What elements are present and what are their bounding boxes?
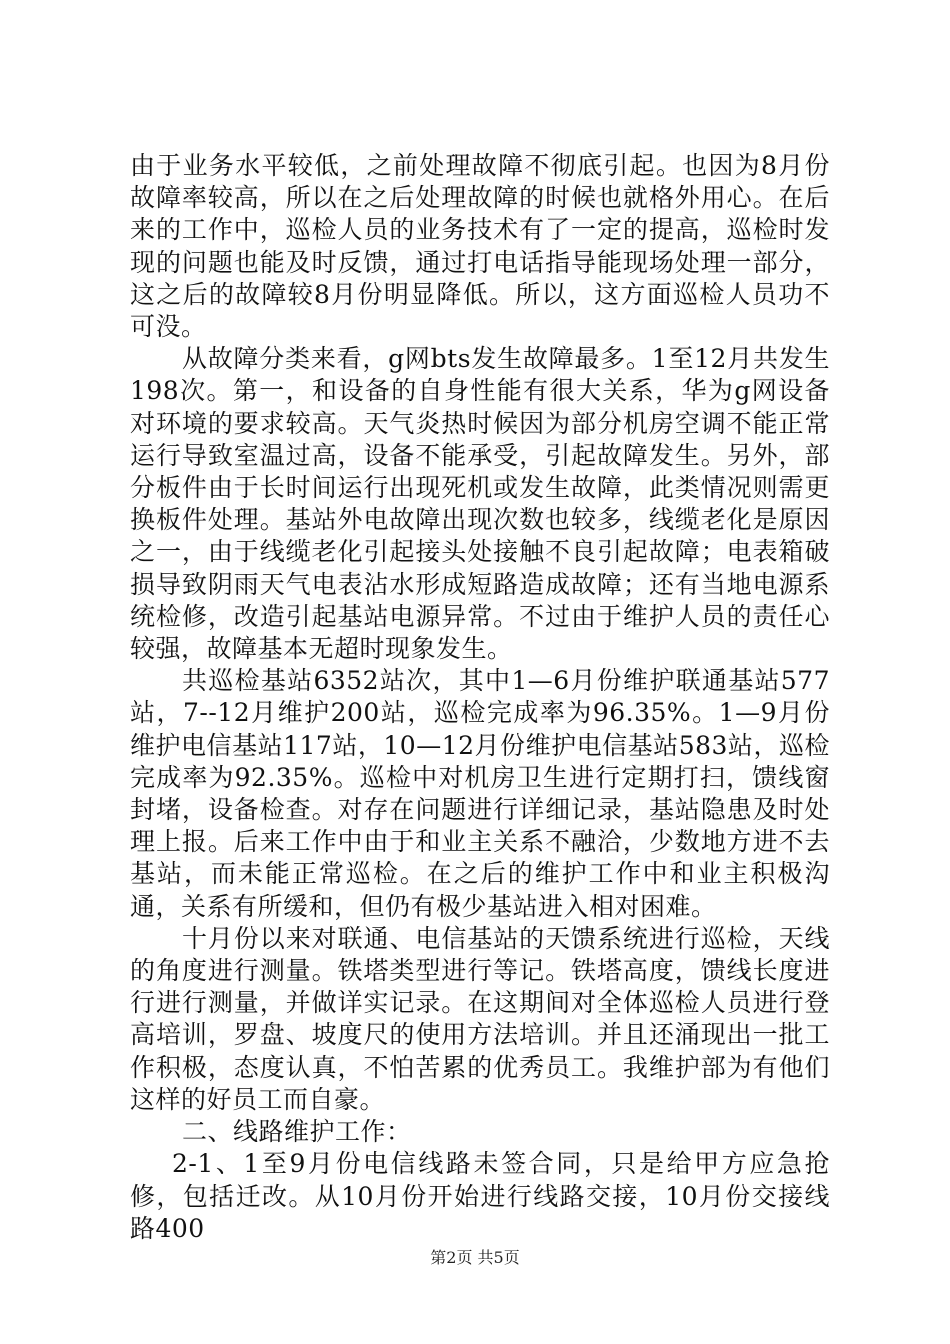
paragraph-antenna-inspection: 十月份以来对联通、电信基站的天馈系统进行巡检，天线的角度进行测量。铁塔类型进行等记。铁塔高度，馈线长度进行进行测量，并做详实记录。在这期间对全体巡检人员进行登高培训，罗盘、坡度尺的使用方法培训。并且还涌现出一批工作积极，态度认真，不怕苦累的优秀员工。我维护部为有他们这样的好员工而自豪。 bbox=[130, 923, 830, 1114]
page-footer: 第2页 共5页 bbox=[430, 1248, 520, 1267]
paragraph-fault-classification: 从故障分类来看，g网bts发生故障最多。1至12月共发生198次。第一，和设备的自身性能有很大关系，华为g网设备对环境的要求较高。天气炎热时候因为部分机房空调不能正常运行导致室温过高，设备不能承受，引起故障发生。另外，部分板件由于长时间运行出现死机或发生故障，此类情况则需更换板件处理。基站外电故障出现次数也较多，线缆老化是原因之一，由于线缆老化引起接头处接触不良引起故障；电表箱破损导致阴雨天气电表沾水形成短路造成故障；还有当地电源系统检修，改造引起基站电源异常。不过由于维护人员的责任心较强，故障基本无超时现象发生。 bbox=[130, 344, 830, 664]
document-body bbox=[130, 150, 830, 1245]
paragraph-line-handover: 2-1、1至9月份电信线路未签合同，只是给甲方应急抢修，包括迁改。从10月份开始进行线路交接，10月份交接线路400 bbox=[130, 1149, 830, 1243]
paragraph-maintenance-skills: 由于业务水平较低，之前处理故障不彻底引起。也因为8月份故障率较高，所以在之后处理故障的时候也就格外用心。在后来的工作中，巡检人员的业务技术有了一定的提高，巡检时发现的问题也能及时反馈，通过打电话指导能现场处理一部分，这之后的故障较8月份明显降低。所以，这方面巡检人员功不可没。 bbox=[130, 151, 830, 342]
paragraph-inspection-stats: 共巡检基站6352站次，其中1—6月份维护联通基站577站，7--12月维护200站，巡检完成率为96.35%。1—9月份维护电信基站117站，10—12月份维护电信基站583站，巡检完成率为92.35%。巡检中对机房卫生进行定期打扫，馈线窗封堵，设备检查。对存在问题进行详细记录，基站隐患及时处理上报。后来工作中由于和业主关系不融洽，少数地方进不去基站，而未能正常巡检。在之后的维护工作中和业主积极沟通，关系有所缓和，但仍有极少基站进入相对困难。 bbox=[130, 666, 830, 921]
section-heading-line-maintenance: 二、线路维护工作： bbox=[182, 1117, 412, 1147]
